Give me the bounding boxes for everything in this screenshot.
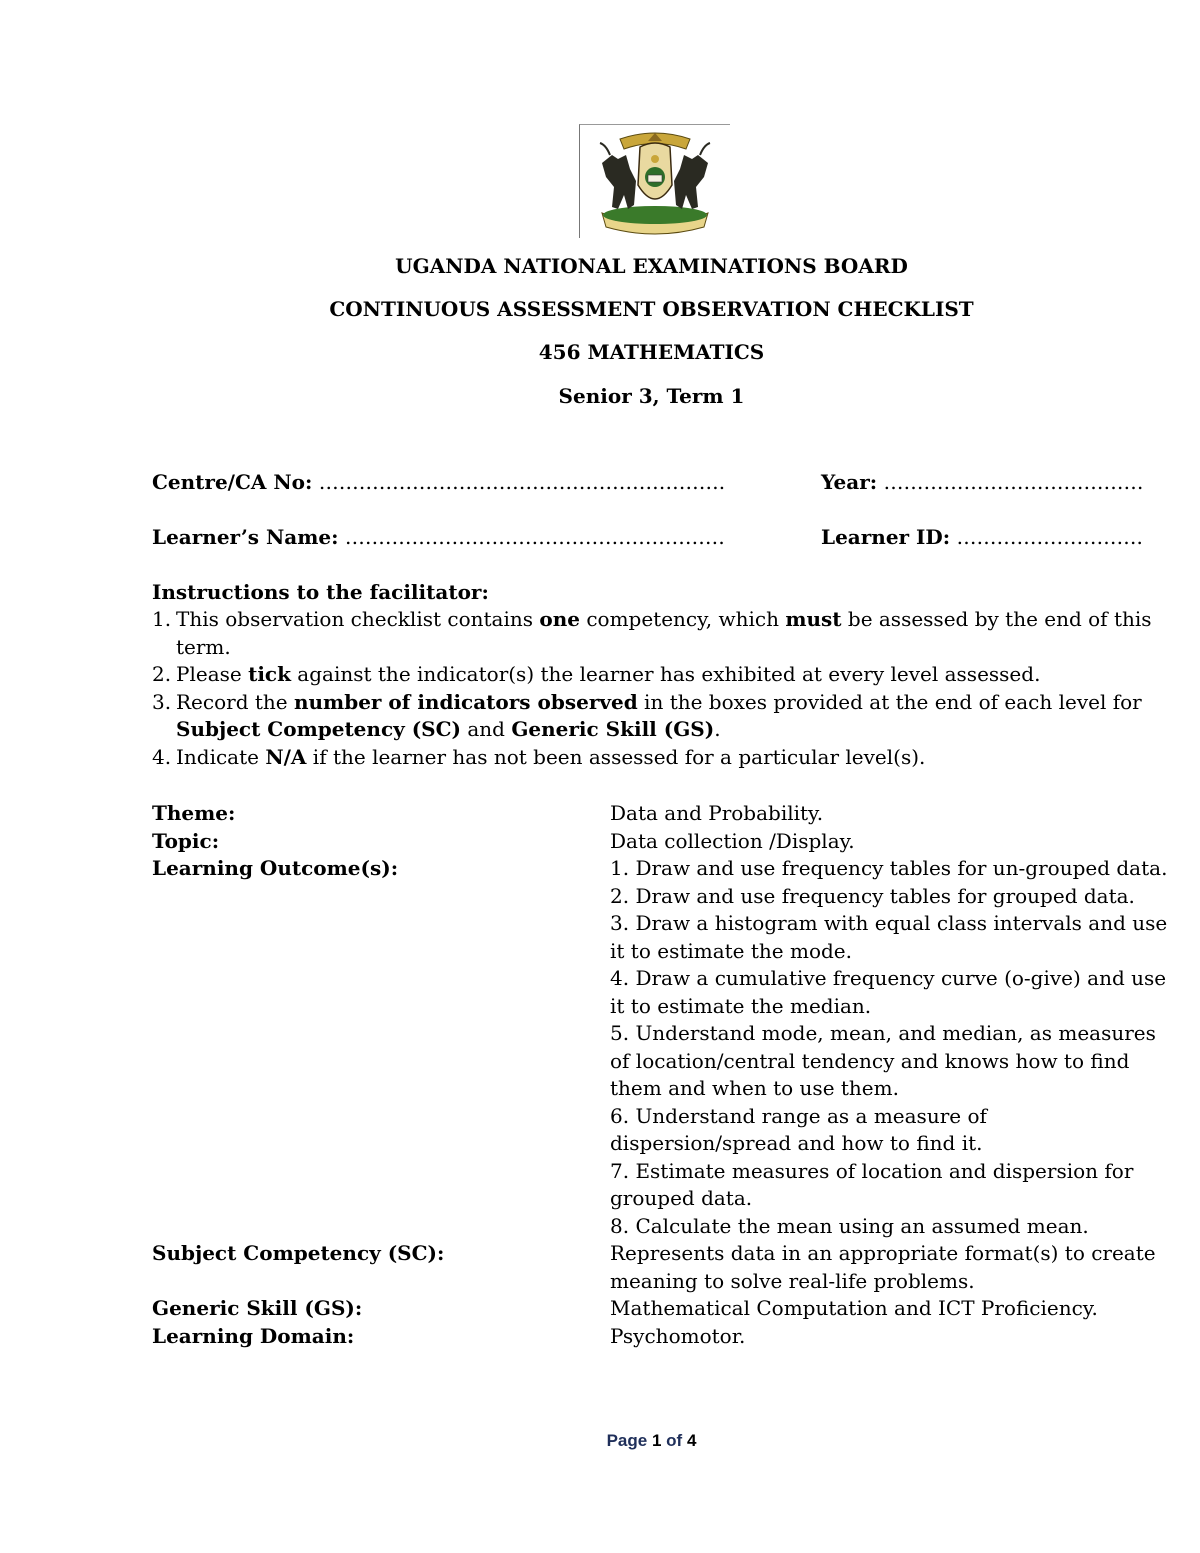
year-dots: ………………………………… (883, 470, 1144, 494)
instruction-item: 1. This observation checklist contains one competency, which must be assessed by the end of this term. (152, 607, 1152, 659)
outcome-item: 8. Calculate the mean using an assumed mean. (610, 1213, 1089, 1238)
organization-title: UGANDA NATIONAL EXAMINATIONS BOARD (395, 254, 908, 278)
document-title: CONTINUOUS ASSESSMENT OBSERVATION CHECKLIST (329, 297, 974, 321)
coat-of-arms-logo (579, 124, 730, 238)
outcome-item: 7. Estimate measures of location and dispersion for grouped data. (610, 1158, 1134, 1210)
domain-value: Psychomotor. (610, 1323, 746, 1348)
coat-of-arms-icon (580, 125, 730, 238)
instruction-item: 3. Record the number of indicators observed in the boxes provided at the end of each level for Subject Competency (SC) and Generic Skill (GS). (152, 689, 1142, 741)
level-term-title: Senior 3, Term 1 (558, 384, 745, 408)
subject-title: 456 MATHEMATICS (538, 340, 765, 364)
topic-label: Topic: (152, 828, 220, 853)
topic-row (152, 828, 1182, 856)
learner-name-dots: ………………………………………………… (344, 525, 725, 549)
sc-label: Subject Competency (SC): (152, 1241, 445, 1265)
centre-field[interactable] (152, 470, 725, 494)
centre-dots: ……………………………………………………. (318, 470, 726, 494)
gs-value: Mathematical Computation and ICT Proficiency. (610, 1296, 1098, 1320)
theme-label: Theme: (152, 801, 236, 825)
sc-value: Represents data in an appropriate format(s) to create meaning to solve real-life problems. (610, 1241, 1156, 1293)
learner-name-label: Learner’s Name: (152, 525, 339, 549)
instruction-item: 4. Indicate N/A if the learner has not been assessed for a particular level(s). (152, 744, 926, 769)
outcome-item: 6. Understand range as a measure of dispersion/spread and how to find it. (610, 1103, 987, 1155)
domain-label: Learning Domain: (152, 1323, 355, 1348)
generic-skill-row (152, 1295, 1182, 1323)
learner-name-field[interactable] (152, 525, 725, 549)
instructions-heading: Instructions to the facilitator: (152, 580, 489, 604)
topic-value: Data collection /Display. (610, 828, 855, 853)
outcomes-list (610, 855, 1170, 1240)
learner-id-dots: ………………………. (956, 525, 1143, 549)
learning-domain-row (152, 1323, 1182, 1351)
year-field[interactable] (821, 470, 1144, 494)
learner-id-field[interactable] (821, 525, 1143, 549)
outcome-item: 3. Draw a histogram with equal class intervals and use it to estimate the mode. (610, 911, 1168, 963)
learner-id-label: Learner ID: (821, 525, 951, 549)
instructions-list (152, 606, 1172, 771)
instruction-item: 2. Please tick against the indicator(s) the learner has exhibited at every level assessed. (152, 662, 1041, 686)
gs-label: Generic Skill (GS): (152, 1296, 363, 1320)
outcome-item: 2. Draw and use frequency tables for grouped data. (610, 883, 1135, 908)
outcome-item: 5. Understand mode, mean, and median, as measures of location/central tendency and knows how to find them and when to use them. (610, 1021, 1156, 1100)
outcome-item: 4. Draw a cumulative frequency curve (o-give) and use it to estimate the median. (610, 966, 1167, 1018)
assessment-info (152, 800, 1182, 1350)
page-number: Page 1 of 4 (606, 1431, 697, 1450)
outcomes-label: Learning Outcome(s): (152, 856, 399, 880)
subject-competency-row (152, 1240, 1182, 1295)
centre-label: Centre/CA No: (152, 470, 313, 494)
outcome-item: 1. Draw and use frequency tables for un-grouped data. (610, 856, 1168, 880)
theme-row (152, 800, 1182, 828)
year-label: Year: (821, 470, 878, 494)
outcomes-row (152, 855, 1182, 1240)
theme-value: Data and Probability. (610, 801, 824, 825)
